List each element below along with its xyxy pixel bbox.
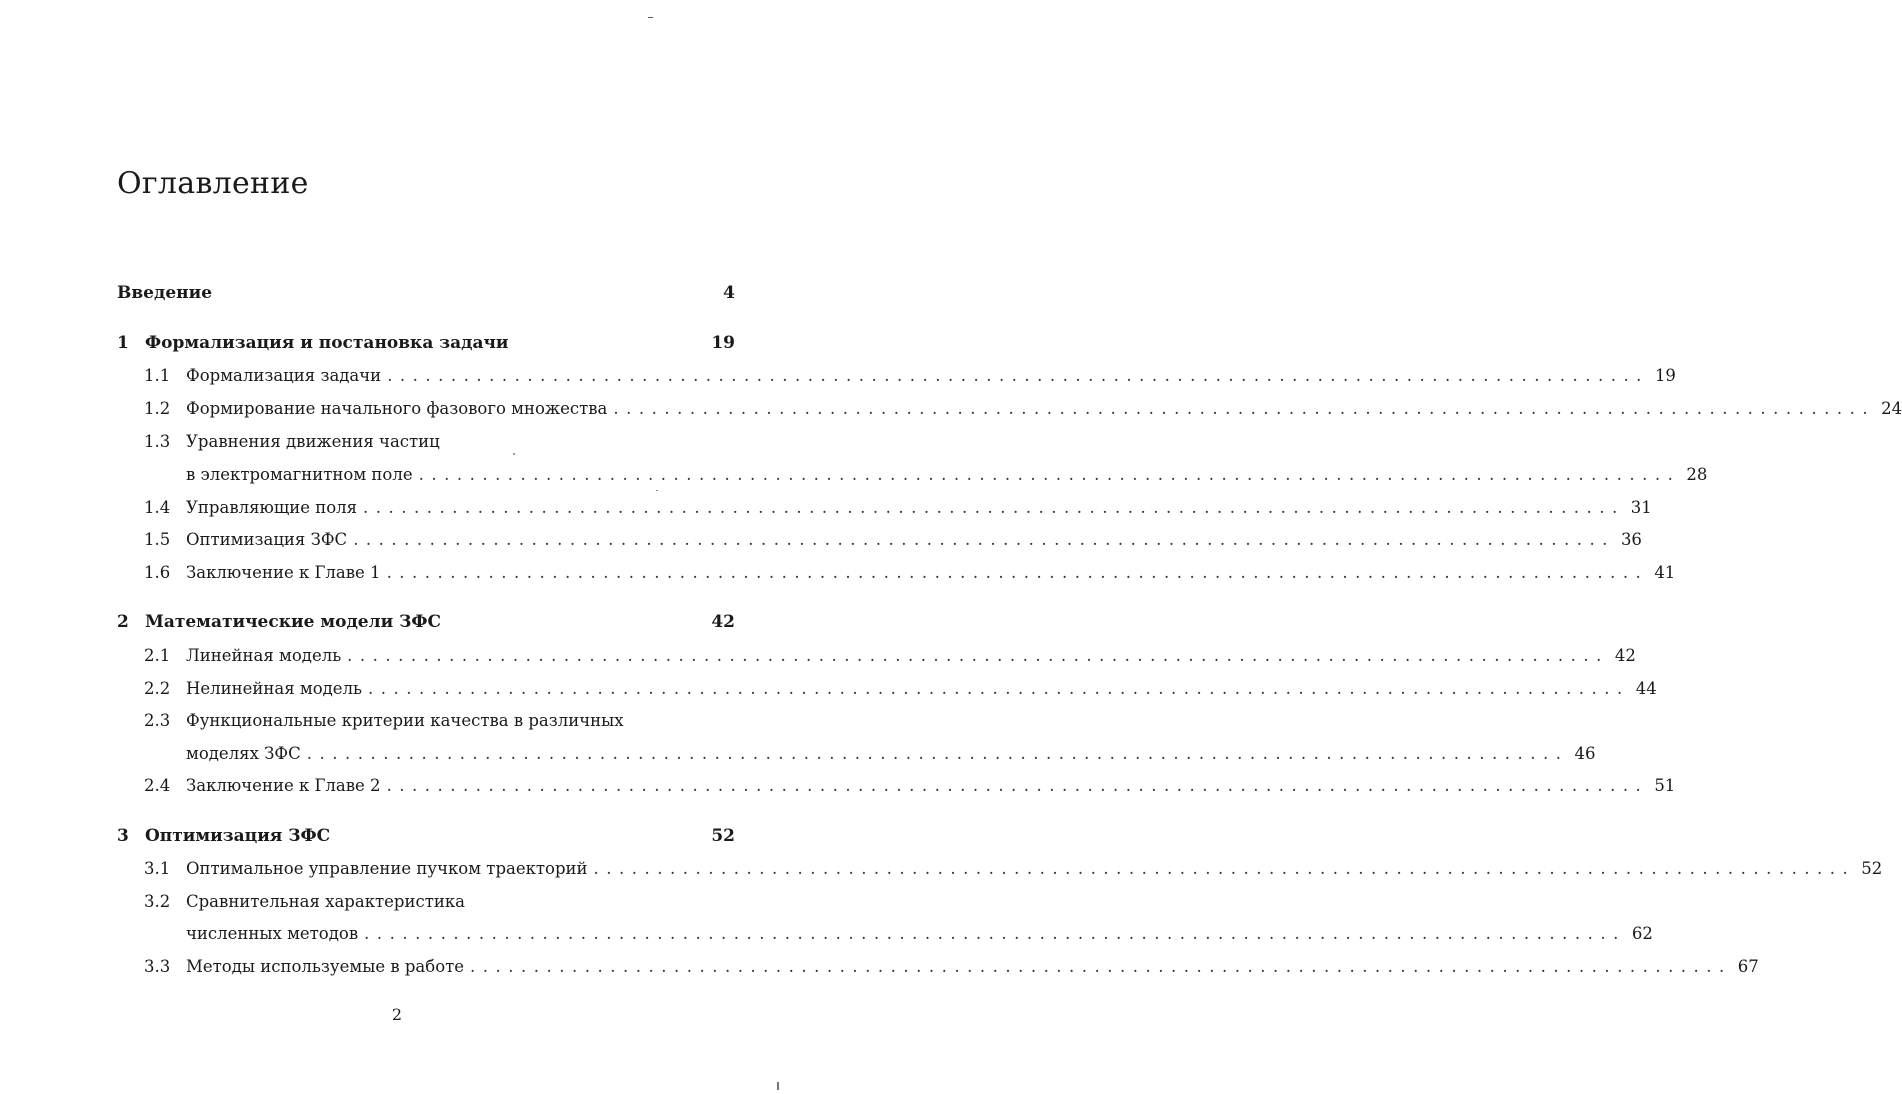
dot-leader: ................................................................................................... xyxy=(353,530,1615,549)
toc-entry-intro[interactable] xyxy=(117,281,735,305)
scan-speck xyxy=(648,17,653,18)
toc-section-1-3-cont[interactable] xyxy=(117,463,1708,487)
dot-leader: ................................................................................................... xyxy=(418,465,1681,484)
toc-section-3-2[interactable] xyxy=(117,890,735,914)
toc-entry-page: 4 xyxy=(723,283,735,303)
section-page: 51 xyxy=(1654,776,1676,795)
toc-entry-label: Введение xyxy=(117,283,213,303)
section-number: 3.2 xyxy=(144,892,171,911)
section-number: 1.5 xyxy=(144,530,171,549)
toc-section-3-2-cont[interactable] xyxy=(117,922,1653,946)
section-title-continued: в электромагнитном поле xyxy=(186,465,413,484)
chapter-page: 52 xyxy=(711,826,735,846)
section-number: 1.3 xyxy=(144,432,171,451)
section-number: 1.2 xyxy=(144,399,171,418)
toc-section-1-2[interactable] xyxy=(117,397,1902,421)
section-number: 2.1 xyxy=(144,646,171,665)
chapter-title: Формализация и постановка задачи xyxy=(145,333,509,353)
chapter-page: 19 xyxy=(711,333,735,353)
section-page: 62 xyxy=(1631,924,1653,943)
toc-section-2-2[interactable] xyxy=(117,677,1657,701)
toc-section-2-3[interactable] xyxy=(117,709,735,733)
section-page: 24 xyxy=(1881,399,1902,418)
section-page: 67 xyxy=(1737,957,1759,976)
section-title-continued: численных методов xyxy=(186,924,359,943)
section-page: 28 xyxy=(1686,465,1708,484)
section-title: Функциональные критерии качества в различных xyxy=(186,711,624,730)
page-title: Оглавление xyxy=(117,166,309,201)
section-number: 2.3 xyxy=(144,711,171,730)
dot-leader: ................................................................................................... xyxy=(386,563,1649,582)
scan-speck xyxy=(656,490,658,491)
dot-leader: ................................................................................................... xyxy=(363,498,1625,517)
toc-section-3-3[interactable] xyxy=(117,955,1759,979)
chapter-page: 42 xyxy=(711,612,735,632)
toc-section-2-4[interactable] xyxy=(117,774,1676,798)
toc-section-1-3[interactable] xyxy=(117,430,735,454)
toc-chapter-2[interactable] xyxy=(117,610,735,634)
section-title: Нелинейная модель xyxy=(186,679,363,698)
toc-section-3-1[interactable] xyxy=(117,857,1883,881)
section-number: 3.1 xyxy=(144,859,171,878)
section-page: 31 xyxy=(1630,498,1652,517)
section-page: 46 xyxy=(1574,744,1596,763)
section-number: 3.3 xyxy=(144,957,171,976)
section-title: Уравнения движения частиц xyxy=(186,432,440,451)
dot-leader: ................................................................................................... xyxy=(306,744,1569,763)
dot-leader: ................................................................................................... xyxy=(386,776,1649,795)
dot-leader: ................................................................................................... xyxy=(613,399,1876,418)
section-page: 36 xyxy=(1620,530,1642,549)
section-number: 1.4 xyxy=(144,498,171,517)
toc-section-1-6[interactable] xyxy=(117,561,1676,585)
section-page: 44 xyxy=(1635,679,1657,698)
dot-leader: ................................................................................................... xyxy=(470,957,1732,976)
chapter-number: 2 xyxy=(117,612,129,632)
section-title-continued: моделях ЗФС xyxy=(186,744,301,763)
scan-speck xyxy=(777,1082,779,1090)
toc-section-2-1[interactable] xyxy=(117,644,1636,668)
section-page: 19 xyxy=(1654,366,1676,385)
dot-leader: ................................................................................................... xyxy=(347,646,1609,665)
section-page: 52 xyxy=(1861,859,1883,878)
section-number: 2.2 xyxy=(144,679,171,698)
footer-page-number: 2 xyxy=(391,1005,403,1024)
toc-section-1-1[interactable] xyxy=(117,364,1676,388)
toc-chapter-3[interactable] xyxy=(117,824,735,848)
section-page: 42 xyxy=(1614,646,1636,665)
section-title: Управляющие поля xyxy=(186,498,358,517)
toc-chapter-1[interactable] xyxy=(117,331,735,355)
chapter-title: Математические модели ЗФС xyxy=(145,612,442,632)
section-number: 2.4 xyxy=(144,776,171,795)
section-title: Линейная модель xyxy=(186,646,342,665)
section-title: Заключение к Главе 2 xyxy=(186,776,381,795)
toc-section-1-5[interactable] xyxy=(117,528,1642,552)
section-title: Формализация задачи xyxy=(186,366,382,385)
chapter-number: 1 xyxy=(117,333,129,353)
toc-section-2-3-cont[interactable] xyxy=(117,742,1596,766)
scan-speck xyxy=(513,453,515,455)
dot-leader: ................................................................................................... xyxy=(368,679,1630,698)
dot-leader: ................................................................................................... xyxy=(364,924,1626,943)
section-title: Сравнительная характеристика xyxy=(186,892,465,911)
section-number: 1.6 xyxy=(144,563,171,582)
section-title: Формирование начального фазового множества xyxy=(186,399,608,418)
section-number: 1.1 xyxy=(144,366,171,385)
dot-leader: ................................................................................................... xyxy=(593,859,1856,878)
section-title: Методы используемые в работе xyxy=(186,957,465,976)
chapter-number: 3 xyxy=(117,826,129,846)
dot-leader: ................................................................................................... xyxy=(387,366,1649,385)
chapter-title: Оптимизация ЗФС xyxy=(145,826,331,846)
section-title: Заключение к Главе 1 xyxy=(186,563,381,582)
toc-section-1-4[interactable] xyxy=(117,496,1652,520)
section-page: 41 xyxy=(1654,563,1676,582)
section-title: Оптимальное управление пучком траекторий xyxy=(186,859,588,878)
section-title: Оптимизация ЗФС xyxy=(186,530,348,549)
